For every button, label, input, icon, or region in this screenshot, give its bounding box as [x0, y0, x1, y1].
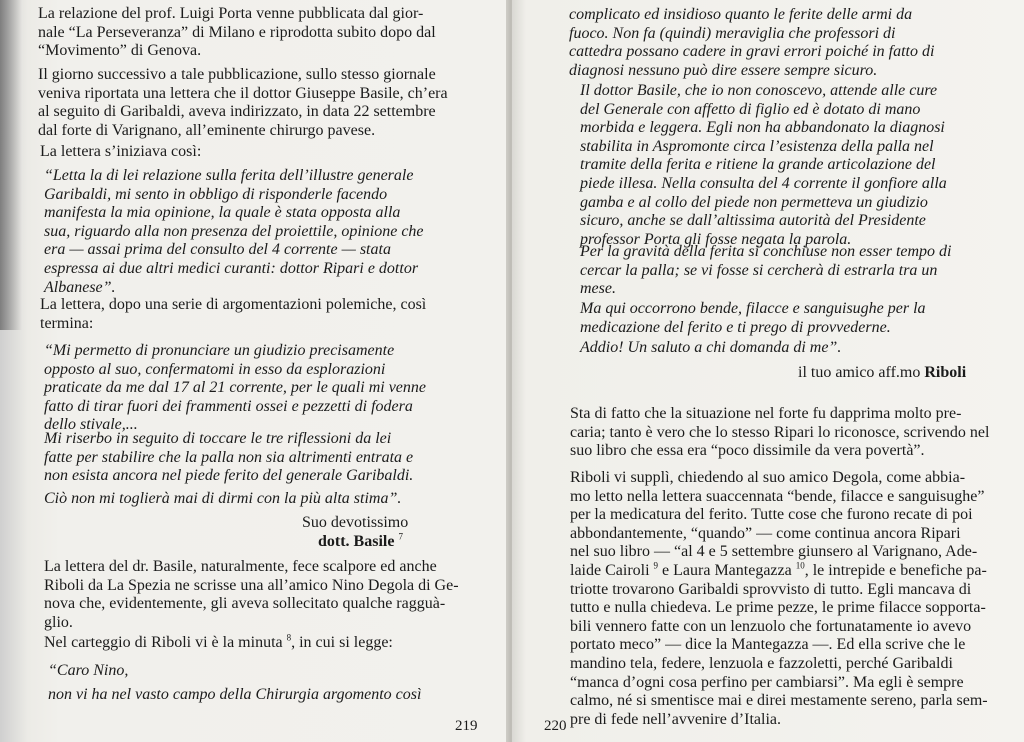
text-line: sua, riguardo alla non presenza del proiettile, opinione che: [44, 222, 424, 240]
text-line: Garibaldi, mi sento in obbligo di risponderle facendo: [44, 185, 388, 203]
text-line: sicuro, anche se dall’altissima autorità del Presidente: [580, 212, 926, 230]
text-line: La lettera, dopo una serie di argomentazioni polemiche, così: [40, 296, 427, 313]
left-page: [0, 0, 510, 742]
text-line: suo libro che essa era “poco dissimile da vera povertà”.: [570, 442, 925, 460]
text-line: La lettera s’iniziava così:: [40, 143, 202, 160]
text-line: complicato ed insidioso quanto le ferite delle armi da: [569, 6, 913, 23]
page-number: 219: [455, 718, 478, 734]
text-line: cercar la palla; se vi fosse si cercherà di estrarla tra un: [580, 261, 938, 279]
text-line: Ma qui occorrono bende, filacce e sanguisughe per la: [580, 300, 926, 317]
text-line: Riboli da La Spezia ne scrisse una all’amico Nino Degola di Ge-: [44, 576, 459, 594]
text-line: fuoco. Non fa (quindi) meraviglia che professori di: [569, 24, 896, 42]
text-line: nale “La Perseveranza” di Milano e riprodotta subito dopo dal: [38, 23, 436, 41]
text-line: Il dottor Basile, che io non conoscevo, attende alle cure: [580, 82, 938, 99]
text-line: mese.: [580, 280, 616, 298]
quote: [44, 167, 424, 297]
text-line: mandino tela, federe, lenzuola e fazzoletti, perché Garibaldi: [570, 654, 953, 672]
paragraph: [40, 296, 426, 333]
signature: il tuo amico aff.mo Riboli: [798, 364, 967, 381]
signature: dott. Basile $^7$: [318, 531, 403, 550]
text-line: triotte trovarono Garibaldi sprovvisto di tutto. Egli mancava di: [570, 580, 972, 598]
text-line: gamba e al collo del piede non permetteva un giudizio: [580, 193, 928, 211]
text-line: Per la gravità della ferita si conchiuse non esser tempo di: [580, 243, 952, 260]
text-line: glio.: [44, 613, 73, 631]
text-line: bili vennero fatte con un lenzuolo che fortunatamente io avevo: [570, 617, 972, 635]
text-line: praticate da me dal 17 al 21 corrente, per le quali mi venne: [44, 379, 426, 397]
quote: [44, 430, 413, 486]
quote: [580, 82, 947, 249]
text-line: professor Porta gli fosse negata la parola.: [580, 230, 852, 248]
text-line: per la medicatura del ferito. Tutte cose che furono recate di poi: [570, 506, 973, 524]
text-line: fatto di tirar fuori dei frammenti ossei e pezzetti di fodera: [44, 397, 413, 415]
text-line: “Caro Nino,: [48, 662, 129, 679]
text-line: Sta di fatto che la situazione nel forte fu dapprima molto pre-: [570, 405, 962, 422]
right-page: [512, 0, 1024, 742]
text-line: morbida e leggera. Egli non ha abbandonato la diagnosi: [580, 119, 945, 137]
text-line: “Movimento” di Genova.: [38, 42, 202, 60]
quote: [569, 6, 934, 80]
text-line: “Letta la di lei relazione sulla ferita dell’illustre generale: [44, 167, 414, 184]
text-line: mo letto nella lettera suaccennata “bende, filacce e sanguisughe”: [570, 487, 985, 505]
text-line: Riboli vi supplì, chiedendo al suo amico Degola, come abbia-: [570, 469, 966, 486]
text-line: piede illesa. Nella consulta del 4 corrente il gonfiore alla: [580, 174, 947, 192]
text-line: Il giorno successivo a tale pubblicazione, sullo stesso giornale: [38, 66, 436, 83]
text-line: calmo, né si smentisce mai e direi mestamente sereno, parla sem-: [570, 692, 988, 710]
text-line: “manca d’ogni cosa perfino per cambiarsi”. Ma egli è sempre: [570, 673, 964, 691]
quote: [48, 662, 128, 681]
text-line: Albanese”.: [44, 278, 116, 296]
quote: [580, 243, 952, 299]
text-line: al seguito di Garibaldi, aveva indirizzato, in data 22 settembre: [38, 103, 436, 121]
text-line: tutto e nulla chiedeva. Le prime pezze, le prime filacce sopporta-: [570, 599, 986, 617]
paragraph: [38, 5, 436, 61]
text-line: opposto al suo, confermatomi in esso da esplorazioni: [44, 360, 386, 378]
quote: [44, 490, 401, 509]
text-line: veniva riportata una lettera che il dottor Giuseppe Basile, ch’era: [38, 84, 448, 102]
text-line: diagnosi nessuno può dire essere sempre sicuro.: [569, 61, 878, 79]
paragraph: [570, 405, 989, 461]
text-line: nova che, evidentemente, gli aveva sollecitato qualche ragguà-: [44, 595, 446, 613]
text-line: non vi ha nel vasto campo della Chirurgia argomento così: [48, 686, 422, 703]
text-line: tramite della ferita e ritiene la grande articolazione del: [580, 156, 936, 174]
text-line: caria; tanto è vero che lo stesso Ripari lo riconosce, scrivendo nel: [570, 423, 990, 441]
text-line: medicazione del ferito e ti prego di provvederne.: [580, 318, 891, 336]
scan-shadow: [0, 0, 22, 330]
paragraph: Nel carteggio di Riboli vi è la minuta $^8$, in cui si legge:: [44, 632, 393, 651]
text-line: manifesta la mia opinione, la quale è stata opposta alla: [44, 204, 401, 222]
paragraph-lines: [570, 469, 988, 562]
quote: [580, 339, 841, 358]
text-line: pre di fede nell’avvenire d’Italia.: [570, 710, 781, 728]
text-line: espressa ai due altri medici curanti: dottor Ripari e dottor: [44, 259, 419, 277]
text-line: “Mi permetto di pronunciare un giudizio precisamente: [44, 342, 395, 359]
text-line: dal forte di Varignano, all’eminente chirurgo pavese.: [38, 121, 376, 139]
paragraph: [570, 469, 988, 729]
paragraph-lines: [570, 581, 988, 730]
text-line: del Generale con affetto di figlio ed è dotato di mano: [580, 100, 921, 118]
text-line: Ciò non mi toglierà mai di dirmi con la più alta stima”.: [44, 490, 402, 507]
text-line: Mi riserbo in seguito di toccare le tre riflessioni da lei: [44, 430, 392, 447]
text-line: fatte per stabilire che la palla non sia altrimenti entrata e: [44, 448, 414, 466]
text-line: portato meco” — dice la Mantegazza —. Ed ella scrive che le: [570, 636, 966, 654]
paragraph: [40, 143, 201, 162]
text-line: termina:: [40, 314, 94, 332]
text-line: Addio! Un saluto a chi domanda di me”.: [580, 339, 842, 356]
text-line: La relazione del prof. Luigi Porta venne pubblicata dal gior-: [38, 5, 424, 22]
text-line: era — assai prima del consulto del 4 corrente — stata: [44, 241, 391, 259]
text-line: cattedra possano cadere in gravi errori poiché in fatto di: [569, 43, 935, 61]
text-line: stabilita in Aspromonte circa l’esistenza della palla nel: [580, 137, 934, 155]
closing: Suo devotissimo: [302, 514, 409, 531]
paragraph: [44, 558, 459, 632]
quote: [48, 686, 421, 705]
text-line: nel suo libro — “al 4 e 5 settembre giunsero al Varignano, Ade-: [570, 543, 978, 561]
quote: [580, 300, 926, 337]
text-line: La lettera del dr. Basile, naturalmente, fece scalpore ed anche: [44, 558, 437, 575]
page-number: 220: [544, 718, 567, 734]
text-line: abbondantemente, “quando” — come continua ancora Ripari: [570, 524, 961, 542]
quote: [44, 342, 426, 435]
text-line: non esista ancora nel piede ferito del generale Garibaldi.: [44, 467, 414, 485]
paragraph-line: laide Cairoli $^9$ e Laura Mantegazza $^{10}$, le intrepide e benefiche pa-: [570, 560, 987, 579]
text-line: dello stivale,...: [44, 416, 138, 434]
paragraph: [38, 66, 448, 140]
